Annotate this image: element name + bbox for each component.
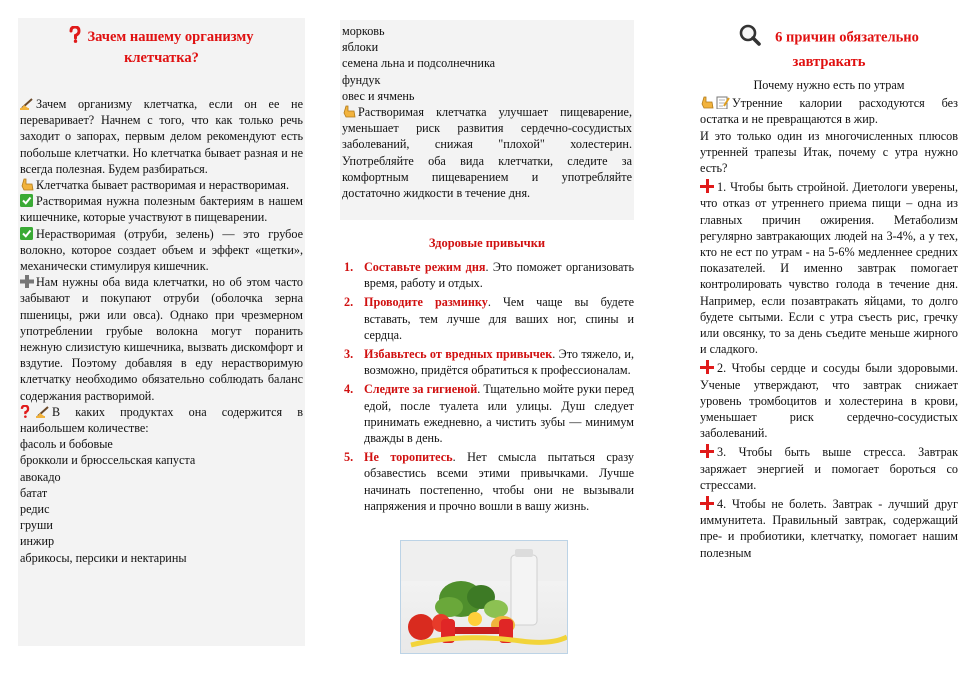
writing-hand-icon (20, 97, 35, 110)
food-list-continued (342, 23, 632, 104)
list-item: абрикосы, персики и нектарины (20, 550, 187, 565)
fiber-foods-intro: В каких продуктах она содержится в наибольшем количестве: (20, 404, 303, 436)
breakfast-subtitle: Почему нужно есть по утрам (753, 78, 905, 92)
pointing-hand-icon (342, 105, 357, 118)
reason-3: 3. Чтобы быть выше стресса. Завтрак заряжает энергией и помогает бороться со стрессами. (700, 445, 958, 492)
list-item: 4. Следите за гигиеной. Тщательно мойте руки перед едой, после туалета или улицы. Душ следует принимать ежедневно, а чистить зубы — минимум дважды в день. (344, 382, 634, 446)
list-item: 5. Не торопитесь. Нет смысла пытаться сразу обзавестись всеми этими привычками. Лучше начинать постепенно, чтобы они не вызывали напряжения и прочно вошли в вашу жизнь. (344, 450, 634, 513)
list-item: редис (20, 502, 50, 517)
fiber-balance: Нам нужны оба вида клетчатки, но об этом часто забывают и покупают отруби (оболочка зерна пшеницы, ржи или овса). Однако при чрезмерном употреблении грубые волокна могут поранить нежную слизистую кишечника, вызвать дискомфорт и вздутие. Поэтому добавляя в еду нерастворимую клетчатку необходимо обязательно соблюдать баланс содержания растворимой. (20, 275, 303, 403)
habits-list (340, 259, 634, 514)
red-plus-icon (700, 179, 714, 193)
pointing-hand-icon (20, 178, 35, 191)
red-plus-icon (700, 444, 714, 458)
red-plus-icon (700, 496, 714, 510)
list-item: фасоль и бобовые (20, 437, 113, 452)
reason-2: 2. Чтобы сердце и сосуды были здоровыми. Ученые утверждают, что завтрак снижает уровень тромбоцитов и холестерина в крови, уменьшает риск сердечно-сосудистых заболеваний. (700, 361, 958, 441)
check-mark-icon (20, 227, 35, 240)
insoluble-fiber: Нерастворимая (отруби, зелень) — это грубое волокно, которое создает объем и эффект «щетки», механически стимулируя кишечник. (20, 226, 303, 274)
healthy-habits (340, 236, 634, 517)
fiber-types: Клетчатка бывает растворимая и нерастворимая. (20, 177, 303, 193)
healthy-food-image (400, 540, 568, 654)
pointing-hand-icon (700, 96, 715, 109)
writing-hand-icon (36, 405, 51, 418)
column-breakfast (700, 24, 958, 561)
list-item: яблоки (342, 40, 379, 55)
red-plus-icon (700, 360, 714, 374)
list-item: овес и ячмень (342, 88, 415, 103)
soluble-fiber-benefits: Растворимая клетчатка улучшает пищеварение, уменьшает риск развития сердечно-сосудистых заболеваний, снижая "плохой" холестерин. Употребляйте оба вида клетчатки, следите за комфортным пищеварением и употребляйте достаточно жидкости в течение дня. (342, 105, 632, 201)
list-item: 2. Проводите разминку. Чем чаще вы будете вставать, тем лучше для ваших ног, спины и сердца. (344, 295, 634, 342)
list-item: морковь (342, 24, 385, 38)
list-item: брокколи и брюссельская капуста (20, 453, 196, 468)
breakfast-title: 6 причин обязательно завтракать (700, 24, 958, 72)
reason-4: 4. Чтобы не болеть. Завтрак - лучший друг иммунитета. Правильный завтрак, содержащий пре- и пробиотики, клетчатку, помогает нашим полезным (700, 497, 958, 560)
habits-title: Здоровые привычки (428, 236, 546, 250)
breakfast-why: И это только один из многочисленных плюсов утренней трапезы Итак, почему с утра нужно есть? (700, 128, 958, 176)
question-mark-icon (20, 405, 35, 418)
magnifier-icon (739, 24, 761, 52)
list-item: инжир (20, 534, 55, 549)
food-list (20, 436, 303, 566)
memo-icon (716, 96, 731, 109)
list-item: груши (20, 518, 53, 533)
question-mark-icon (69, 26, 81, 49)
list-item: батат (20, 485, 48, 500)
fiber-intro: Зачем организму клетчатка, если он ее не переваривает? Начнем с того, что как только речь заходит о запорах, первым делом рекомендуют есть побольше клетчатки. Но клетчатка бывает разная и не всегда полезная. Будем разбираться. (20, 97, 303, 176)
column-fiber-continued (340, 20, 634, 220)
check-mark-icon (20, 194, 35, 207)
plus-sign-icon (20, 275, 35, 288)
list-item: авокадо (20, 469, 61, 484)
list-item: семена льна и подсолнечника (342, 56, 496, 71)
soluble-fiber: Растворимая нужна полезным бактериям в нашем кишечнике, которые участвуют в пищеварении. (20, 194, 303, 225)
list-item: 1. Составьте режим дня. Это поможет организовать время, работу и отдых. (344, 260, 635, 291)
morning-calories: Утренние калории расходуются без остатка и не превращаются в жир. (700, 96, 958, 127)
fiber-title: Зачем нашему организму клетчатка? (20, 24, 303, 68)
reason-1: 1. Чтобы быть стройной. Диетологи уверены, что отказ от утреннего приема пищи – одна из главных причин ожирения. Метаболизм регулярно завтракающих людей на 3-4%, а у тех, кто не ест по утрам - на 5-6% медленнее средних показателей. И именно завтрак помогает контролировать чувство голода в течение дня. Например, если позавтракать яйцами, то долго будете сытыми. Если с утра съесть рис, гречку или овсянку, то за день съедите меньше жирного и сладкого. (700, 180, 958, 357)
list-item: фундук (342, 72, 381, 87)
column-fiber (18, 18, 305, 646)
list-item: 3. Избавьтесь от вредных привычек. Это тяжело, и, возможно, придётся обратиться к профессионалам. (344, 347, 634, 378)
